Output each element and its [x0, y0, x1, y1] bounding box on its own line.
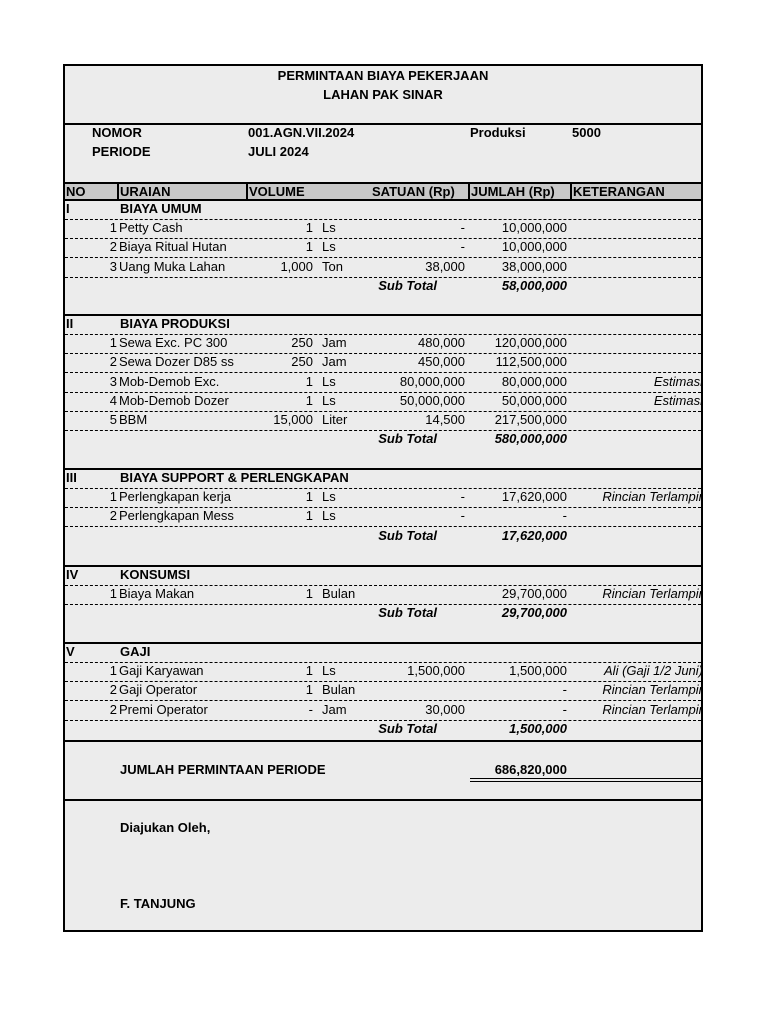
row-volume: 250 [291, 335, 313, 350]
total-underline-1 [470, 778, 701, 779]
request-sheet [63, 64, 703, 932]
row-number: 3 [109, 259, 117, 274]
nomor-label: NOMOR [92, 125, 142, 140]
title-line-1: PERMINTAAN BIAYA PEKERJAAN [277, 68, 489, 83]
row-volume: 1 [305, 682, 313, 697]
row-unit: Liter [322, 412, 348, 427]
row-volume: 1 [305, 393, 313, 408]
col-jumlah: JUMLAH (Rp) [471, 184, 555, 199]
row-unit: Bulan [322, 682, 356, 697]
row-description: Mob-Demob Exc. [119, 374, 220, 389]
row-separator [65, 257, 701, 258]
signer-name: F. TANJUNG [120, 896, 196, 911]
row-unit-price: 14,500 [425, 412, 465, 427]
row-amount: 10,000,000 [501, 239, 567, 254]
row-unit: Jam [322, 354, 347, 369]
section-title: BIAYA SUPPORT & PERLENGKAPAN [120, 470, 349, 485]
subtotal-label: Sub Total [378, 528, 437, 543]
row-unit-price: 38,000 [425, 259, 465, 274]
row-description: Perlengkapan kerja [119, 489, 232, 504]
row-unit: Ls [322, 220, 336, 235]
row-number: 2 [109, 508, 117, 523]
row-separator [65, 372, 701, 373]
row-volume: 15,000 [273, 412, 313, 427]
row-unit: Ls [322, 239, 336, 254]
row-volume: 1 [305, 508, 313, 523]
row-unit-price: - [460, 508, 465, 523]
row-number: 1 [109, 220, 117, 235]
row-unit-price: 1,500,000 [407, 663, 465, 678]
row-number: 1 [109, 663, 117, 678]
section-number: II [66, 316, 74, 331]
section-title: BIAYA PRODUKSI [120, 316, 230, 331]
col-keterangan: KETERANGAN [573, 184, 665, 199]
row-unit: Ls [322, 489, 336, 504]
row-unit: Jam [322, 335, 347, 350]
row-separator [65, 700, 701, 701]
column-header-row [65, 182, 701, 201]
section-number: I [66, 201, 70, 216]
row-amount: 217,500,000 [494, 412, 567, 427]
total-underline-2 [470, 781, 701, 782]
row-volume: 1 [305, 374, 313, 389]
row-unit-price: - [460, 489, 465, 504]
subtotal-value: 58,000,000 [501, 278, 567, 293]
total-divider [65, 740, 701, 742]
row-description: Biaya Makan [119, 586, 195, 601]
section-number: V [66, 644, 75, 659]
row-description: Premi Operator [119, 702, 208, 717]
row-unit-price: 30,000 [425, 702, 465, 717]
row-amount: - [562, 682, 567, 697]
row-volume: 250 [291, 354, 313, 369]
produksi-label: Produksi [470, 125, 526, 140]
row-number: 2 [109, 702, 117, 717]
row-volume: 1,000 [280, 259, 313, 274]
row-amount: 50,000,000 [501, 393, 567, 408]
col-volume: VOLUME [249, 184, 305, 199]
row-note: Rincian Terlampir [602, 702, 703, 717]
row-amount: 38,000,000 [501, 259, 567, 274]
row-number: 5 [109, 412, 117, 427]
subtotal-label: Sub Total [378, 431, 437, 446]
row-unit: Ls [322, 374, 336, 389]
subtotal-value: 17,620,000 [501, 528, 567, 543]
periode-label: PERIODE [92, 144, 151, 159]
total-label: JUMLAH PERMINTAAN PERIODE [120, 762, 326, 777]
row-number: 1 [109, 335, 117, 350]
row-number: 1 [109, 586, 117, 601]
row-volume: - [308, 702, 313, 717]
row-amount: 10,000,000 [501, 220, 567, 235]
row-unit-price: 50,000,000 [399, 393, 465, 408]
row-note: Estimasi [653, 393, 703, 408]
section-number: III [66, 470, 77, 485]
row-number: 3 [109, 374, 117, 389]
subtotal-label: Sub Total [378, 605, 437, 620]
section-title: BIAYA UMUM [120, 201, 202, 216]
row-amount: 80,000,000 [501, 374, 567, 389]
total-value: 686,820,000 [494, 762, 567, 777]
row-unit: Bulan [322, 586, 356, 601]
col-uraian: URAIAN [120, 184, 171, 199]
row-note: Rincian Terlampir [602, 682, 703, 697]
row-unit-price: 450,000 [418, 354, 465, 369]
row-note: Rincian Terlampir [602, 489, 703, 504]
row-amount: 112,500,000 [495, 354, 567, 369]
row-unit-price: 480,000 [418, 335, 465, 350]
row-unit: Ton [322, 259, 343, 274]
col-satuan: SATUAN (Rp) [372, 184, 455, 199]
row-volume: 1 [305, 663, 313, 678]
col-no: NO [66, 184, 86, 199]
row-description: BBM [119, 412, 148, 427]
row-number: 2 [109, 682, 117, 697]
row-amount: - [562, 702, 567, 717]
subtotal-label: Sub Total [378, 721, 437, 736]
row-description: Mob-Demob Dozer [119, 393, 229, 408]
row-volume: 1 [305, 220, 313, 235]
nomor-value: 001.AGN.VII.2024 [248, 125, 355, 140]
row-note: Ali (Gaji 1/2 Juni) [604, 663, 703, 678]
row-amount: - [562, 508, 567, 523]
row-description: Biaya Ritual Hutan [119, 239, 227, 254]
row-amount: 29,700,000 [501, 586, 567, 601]
row-volume: 1 [305, 239, 313, 254]
row-description: Perlengkapan Mess [119, 508, 234, 523]
row-unit: Ls [322, 393, 336, 408]
subtotal-value: 580,000,000 [494, 431, 567, 446]
row-description: Gaji Operator [119, 682, 198, 697]
title-divider [65, 123, 701, 125]
row-volume: 1 [305, 489, 313, 504]
subtotal-label: Sub Total [378, 278, 437, 293]
row-description: Uang Muka Lahan [119, 259, 226, 274]
submitted-by-label: Diajukan Oleh, [120, 820, 211, 835]
row-unit: Ls [322, 508, 336, 523]
row-number: 2 [109, 354, 117, 369]
row-description: Sewa Dozer D85 ss [119, 354, 234, 369]
row-unit: Jam [322, 702, 347, 717]
row-unit-price: - [460, 239, 465, 254]
row-description: Gaji Karyawan [119, 663, 204, 678]
row-number: 4 [109, 393, 117, 408]
row-description: Sewa Exc. PC 300 [119, 335, 228, 350]
row-amount: 120,000,000 [494, 335, 567, 350]
row-note: Estimasi [653, 374, 703, 389]
row-number: 2 [109, 239, 117, 254]
row-volume: 1 [305, 586, 313, 601]
section-divider [65, 642, 701, 644]
periode-value: JULI 2024 [248, 144, 309, 159]
section-title: GAJI [120, 644, 151, 659]
section-number: IV [66, 567, 79, 582]
row-amount: 1,500,000 [509, 663, 567, 678]
footer-divider [65, 799, 701, 801]
title-line-2: LAHAN PAK SINAR [323, 87, 443, 102]
produksi-value: 5000 [572, 125, 601, 140]
row-unit: Ls [322, 663, 336, 678]
row-number: 1 [109, 489, 117, 504]
subtotal-value: 29,700,000 [501, 605, 567, 620]
row-unit-price: 80,000,000 [399, 374, 465, 389]
row-description: Petty Cash [119, 220, 183, 235]
section-title: KONSUMSI [120, 567, 191, 582]
row-note: Rincian Terlampir [602, 586, 703, 601]
row-separator [65, 526, 701, 527]
row-unit-price: - [460, 220, 465, 235]
row-amount: 17,620,000 [501, 489, 567, 504]
subtotal-value: 1,500,000 [509, 721, 567, 736]
